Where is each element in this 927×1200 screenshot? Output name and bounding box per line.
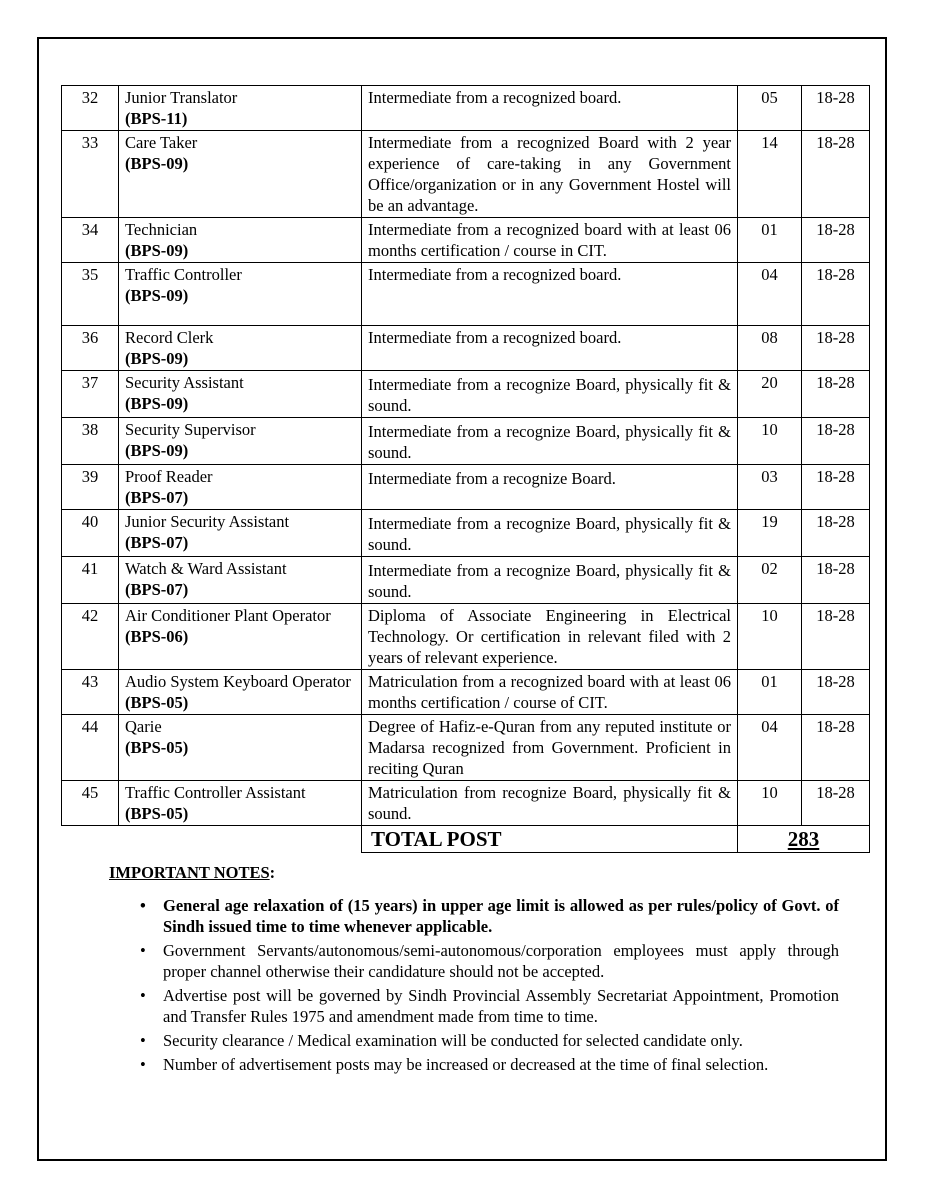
bps-scale: (BPS-05) [125, 804, 189, 823]
post-count: 01 [738, 670, 802, 715]
serial-number: 35 [62, 263, 119, 326]
age-limit: 18-28 [802, 465, 870, 510]
notes-heading: IMPORTANT NOTES [109, 863, 270, 882]
bps-scale: (BPS-05) [125, 738, 189, 757]
qualification: Intermediate from a recognized board with at least 06 months certification / course in CIT. [362, 218, 738, 263]
note-item [109, 1054, 839, 1075]
post-cell [119, 781, 362, 826]
serial-number: 38 [62, 418, 119, 465]
age-limit: 18-28 [802, 86, 870, 131]
post-count: 10 [738, 781, 802, 826]
age-limit: 18-28 [802, 781, 870, 826]
post-cell [119, 263, 362, 326]
post-cell [119, 326, 362, 371]
post-cell [119, 715, 362, 781]
post-title: Watch & Ward Assistant [125, 559, 287, 578]
post-cell [119, 557, 362, 604]
age-limit: 18-28 [802, 218, 870, 263]
age-limit: 18-28 [802, 263, 870, 326]
post-count: 04 [738, 263, 802, 326]
table-row [62, 326, 870, 371]
table-row [62, 781, 870, 826]
qualification: Matriculation from recognize Board, physically fit & sound. [362, 781, 738, 826]
qualification: Matriculation from a recognized board with at least 06 months certification / course of CIT. [362, 670, 738, 715]
bps-scale: (BPS-09) [125, 394, 189, 413]
note-item [109, 985, 839, 1027]
qualification: Intermediate from a recognized board. [362, 86, 738, 131]
age-limit: 18-28 [802, 557, 870, 604]
post-title: Traffic Controller [125, 265, 242, 284]
post-count: 08 [738, 326, 802, 371]
post-count: 19 [738, 510, 802, 557]
age-limit: 18-28 [802, 715, 870, 781]
qualification: Intermediate from a recognized Board with 2 year experience of care-taking in any Government Office/organization or in any Government Hostel will be an advantage. [362, 131, 738, 218]
post-count: 04 [738, 715, 802, 781]
post-title: Care Taker [125, 133, 198, 152]
table-row [62, 131, 870, 218]
post-count: 10 [738, 418, 802, 465]
qualification: Intermediate from a recognized board. [362, 263, 738, 326]
post-cell [119, 371, 362, 418]
post-title: Qarie [125, 717, 162, 736]
post-title: Traffic Controller Assistant [125, 783, 306, 802]
bps-scale: (BPS-11) [125, 109, 188, 128]
post-count: 02 [738, 557, 802, 604]
important-notes [109, 862, 839, 1078]
age-limit: 18-28 [802, 418, 870, 465]
notes-title [109, 862, 839, 883]
blank-cell [62, 826, 362, 853]
post-count: 14 [738, 131, 802, 218]
bullet-icon: • [140, 1055, 146, 1074]
note-text: Security clearance / Medical examination will be conducted for selected candidate only. [163, 1031, 743, 1050]
table-row [62, 557, 870, 604]
note-text: Number of advertisement posts may be increased or decreased at the time of final selection. [163, 1055, 769, 1074]
post-cell [119, 670, 362, 715]
total-label: TOTAL POST [362, 826, 738, 853]
table-row [62, 371, 870, 418]
qualification: Intermediate from a recognize Board, physically fit & sound. [362, 418, 738, 465]
table-row [62, 715, 870, 781]
bullet-icon: • [140, 1031, 146, 1050]
posts-table [61, 85, 870, 853]
table-row [62, 218, 870, 263]
qualification: Intermediate from a recognize Board, physically fit & sound. [362, 510, 738, 557]
bullet-icon: • [140, 941, 146, 960]
bullet-icon: • [140, 896, 146, 915]
bps-scale: (BPS-07) [125, 533, 189, 552]
bps-scale: (BPS-09) [125, 241, 189, 260]
note-text: Government Servants/autonomous/semi-autonomous/corporation employees must apply through proper channel otherwise their candidature should not be accepted. [163, 941, 839, 981]
table-row [62, 604, 870, 670]
serial-number: 36 [62, 326, 119, 371]
post-count: 10 [738, 604, 802, 670]
serial-number: 39 [62, 465, 119, 510]
table-row [62, 670, 870, 715]
post-cell [119, 510, 362, 557]
post-title: Security Assistant [125, 373, 244, 392]
note-item [109, 940, 839, 982]
post-title: Technician [125, 220, 198, 239]
serial-number: 43 [62, 670, 119, 715]
post-title: Proof Reader [125, 467, 213, 486]
serial-number: 45 [62, 781, 119, 826]
post-title: Security Supervisor [125, 420, 256, 439]
table-row [62, 465, 870, 510]
bullet-icon: • [140, 986, 146, 1005]
total-row [62, 826, 870, 853]
notes-heading-colon: : [269, 863, 276, 882]
post-cell [119, 418, 362, 465]
qualification: Intermediate from a recognize Board, physically fit & sound. [362, 557, 738, 604]
age-limit: 18-28 [802, 326, 870, 371]
post-title: Air Conditioner Plant Operator [125, 606, 331, 625]
post-cell [119, 604, 362, 670]
total-value: 283 [738, 826, 870, 853]
post-count: 05 [738, 86, 802, 131]
qualification: Degree of Hafiz-e-Quran from any reputed institute or Madarsa recognized from Government. Proficient in reciting Quran [362, 715, 738, 781]
bps-scale: (BPS-07) [125, 488, 189, 507]
note-item [109, 1030, 839, 1051]
serial-number: 42 [62, 604, 119, 670]
note-text: Advertise post will be governed by Sindh Provincial Assembly Secretariat Appointment, Promotion and Transfer Rules 1975 and amendment made from time to time. [163, 986, 839, 1026]
bps-scale: (BPS-09) [125, 441, 189, 460]
post-count: 01 [738, 218, 802, 263]
bps-scale: (BPS-05) [125, 693, 189, 712]
qualification: Intermediate from a recognize Board, physically fit & sound. [362, 371, 738, 418]
bps-scale: (BPS-09) [125, 154, 189, 173]
age-limit: 18-28 [802, 371, 870, 418]
age-limit: 18-28 [802, 670, 870, 715]
post-cell [119, 218, 362, 263]
post-title: Audio System Keyboard Operator [125, 672, 351, 691]
serial-number: 44 [62, 715, 119, 781]
bps-scale: (BPS-09) [125, 349, 189, 368]
post-count: 03 [738, 465, 802, 510]
post-title: Junior Translator [125, 88, 238, 107]
bps-scale: (BPS-07) [125, 580, 189, 599]
serial-number: 37 [62, 371, 119, 418]
post-cell [119, 131, 362, 218]
post-title: Junior Security Assistant [125, 512, 290, 531]
serial-number: 40 [62, 510, 119, 557]
qualification: Intermediate from a recognize Board. [362, 465, 738, 510]
note-item [109, 895, 839, 937]
qualification: Diploma of Associate Engineering in Electrical Technology. Or certification in relevant filed with 2 years of relevant experience. [362, 604, 738, 670]
table-row [62, 418, 870, 465]
post-count: 20 [738, 371, 802, 418]
notes-list [109, 895, 839, 1075]
post-title: Record Clerk [125, 328, 214, 347]
age-limit: 18-28 [802, 510, 870, 557]
serial-number: 41 [62, 557, 119, 604]
serial-number: 34 [62, 218, 119, 263]
age-limit: 18-28 [802, 604, 870, 670]
table-row [62, 510, 870, 557]
note-text: General age relaxation of (15 years) in upper age limit is allowed as per rules/policy of Govt. of Sindh issued time to time whenever applicable. [163, 896, 839, 936]
serial-number: 32 [62, 86, 119, 131]
post-cell [119, 86, 362, 131]
table-row [62, 263, 870, 326]
post-cell [119, 465, 362, 510]
age-limit: 18-28 [802, 131, 870, 218]
bps-scale: (BPS-09) [125, 286, 189, 305]
bps-scale: (BPS-06) [125, 627, 189, 646]
serial-number: 33 [62, 131, 119, 218]
qualification: Intermediate from a recognized board. [362, 326, 738, 371]
table-row [62, 86, 870, 131]
